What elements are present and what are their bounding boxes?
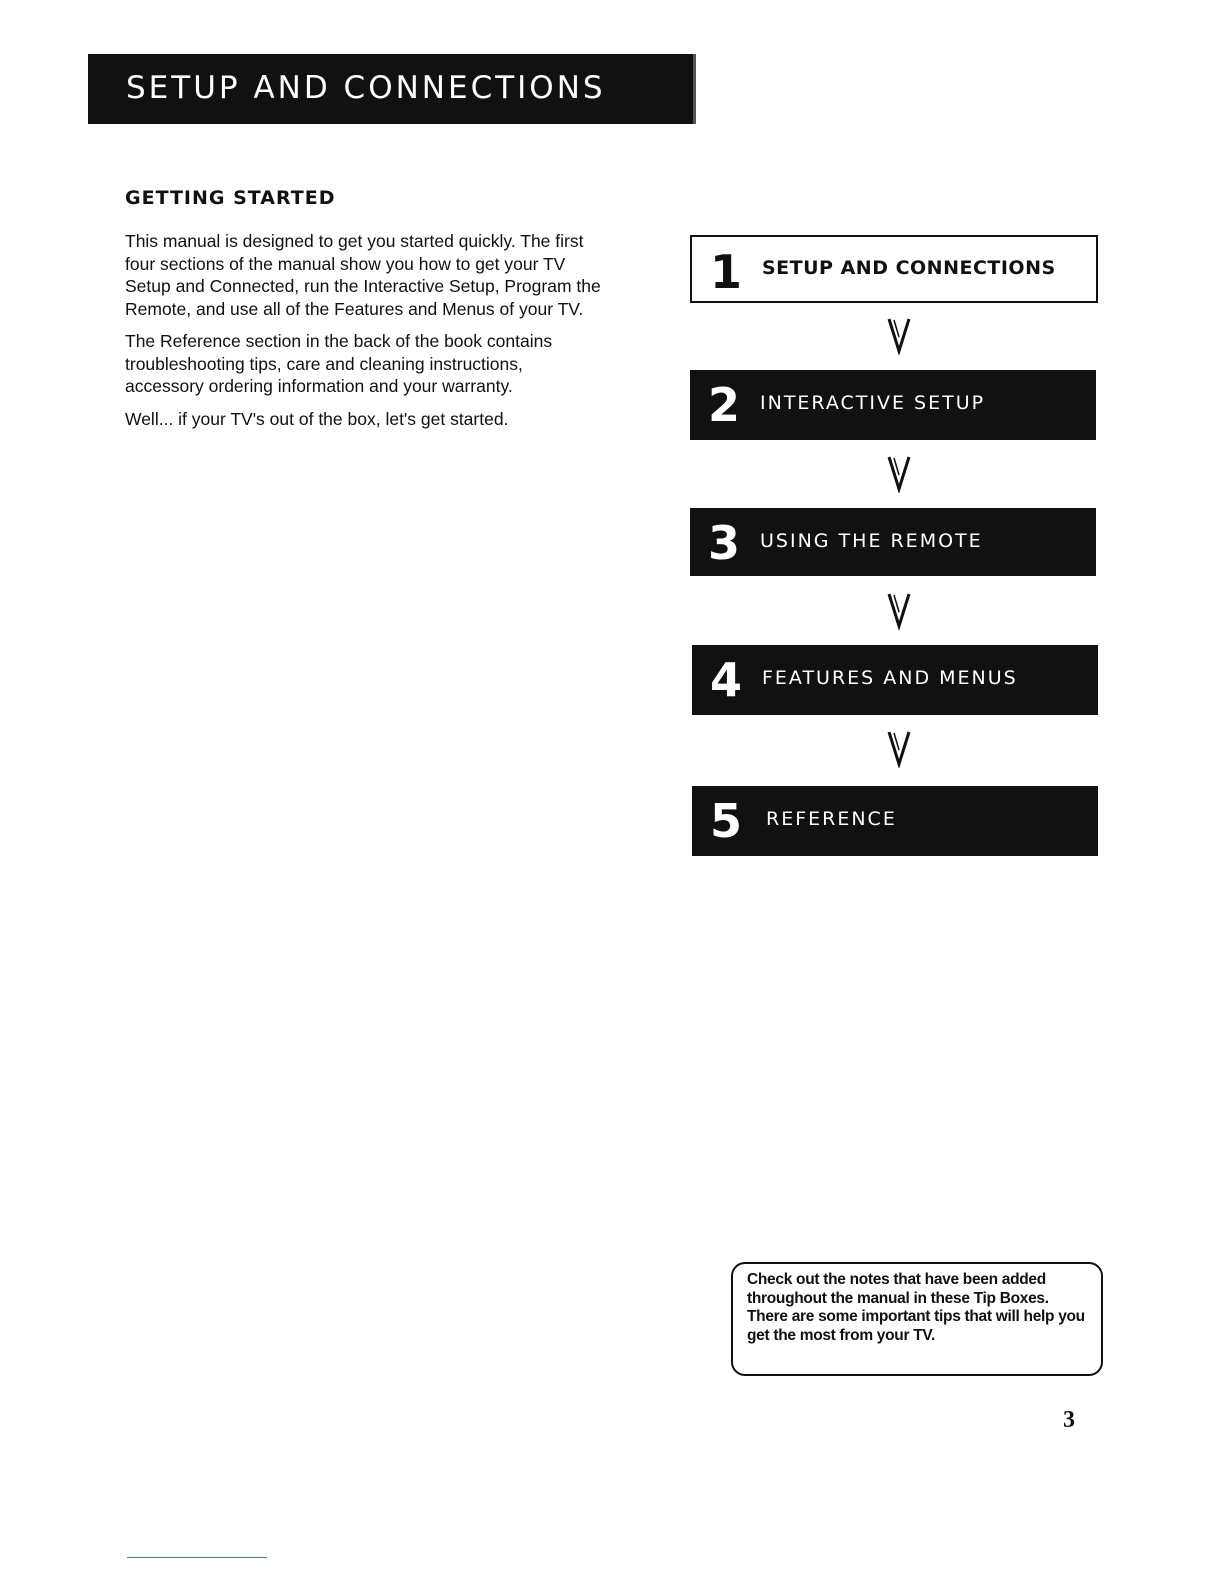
- intro-text: [125, 230, 605, 440]
- step-number: 5: [710, 794, 743, 848]
- tip-box: [731, 1262, 1103, 1376]
- step-number: 2: [708, 378, 741, 432]
- step-label: SETUP AND CONNECTIONS: [762, 257, 1056, 279]
- page-number: 3: [1063, 1407, 1075, 1433]
- step-number: 4: [710, 653, 743, 707]
- footer-divider: [127, 1557, 267, 1558]
- step-label: USING THE REMOTE: [760, 530, 983, 552]
- section-heading: GETTING STARTED: [125, 187, 336, 209]
- step-number: 1: [710, 245, 743, 299]
- step-label: REFERENCE: [766, 808, 897, 830]
- flow-step-setup-and-connections: [690, 235, 1098, 303]
- step-label: FEATURES AND MENUS: [762, 667, 1018, 689]
- intro-paragraph: Well... if your TV's out of the box, let's get started.: [125, 408, 509, 429]
- tip-text: Check out the notes that have been added throughout the manual in these Tip Boxes. There are some important tips that will help you get the most from your TV.: [747, 1271, 1085, 1344]
- flow-step-interactive-setup: [690, 370, 1096, 440]
- intro-paragraph: This manual is designed to get you started quickly. The first four sections of the manual show you how to get your TV Setup and Connected, run the Interactive Setup, Program the Remote, and use all of the Features and Menus of your TV.: [125, 231, 601, 319]
- flow-step-reference: [692, 786, 1098, 856]
- chevron-down-icon: [886, 590, 912, 630]
- page-banner: [88, 54, 696, 124]
- chevron-down-icon: [886, 315, 912, 355]
- chevron-down-icon: [886, 453, 912, 493]
- flow-step-features-and-menus: [692, 645, 1098, 715]
- flow-step-using-the-remote: [690, 508, 1096, 576]
- section-flow-diagram: [690, 235, 1098, 860]
- page-title: SETUP AND CONNECTIONS: [126, 70, 606, 106]
- step-label: INTERACTIVE SETUP: [760, 392, 986, 414]
- step-number: 3: [708, 516, 741, 570]
- intro-paragraph: The Reference section in the back of the book contains troubleshooting tips, care and cleaning instructions, accessory ordering information and your warranty.: [125, 331, 553, 396]
- chevron-down-icon: [886, 728, 912, 768]
